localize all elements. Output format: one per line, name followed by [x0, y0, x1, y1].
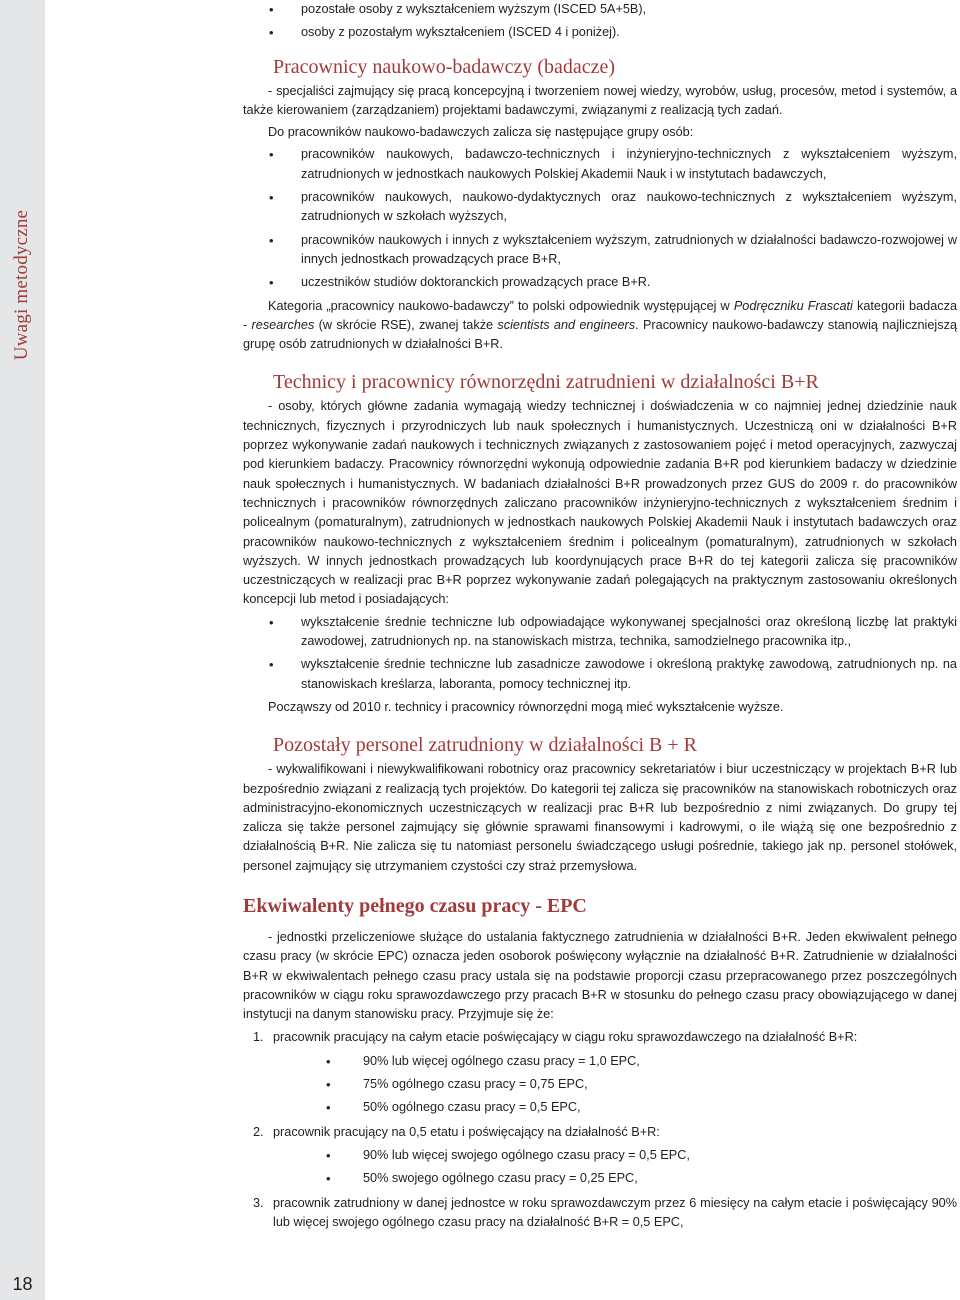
section-intro: Do pracowników naukowo-badawczych zalicza się następujące grupy osób: [268, 125, 694, 140]
section-heading-epc: Ekwiwalenty pełnego czasu pracy - EPC [243, 894, 587, 917]
sidebar [0, 0, 45, 1300]
list-item: • pracowników naukowych i innych z wykształceniem wyższym, zatrudnionych w działalności badawczo-rozwojowej w innych jednostkach prowadzących prace B+R, [269, 232, 957, 266]
section-heading-pozostaly: Pozostały personel zatrudniony w działalności B + R [273, 734, 697, 757]
bullet-icon: • [326, 1147, 331, 1163]
page-content [243, 0, 957, 1237]
sub-list [273, 1146, 957, 1189]
section-outro: Począwszy od 2010 r. technicy i pracownicy równorzędni mogą mieć wykształcenie wyższe. [268, 699, 784, 714]
list-item: • 75% ogólnego czasu pracy = 0,75 EPC, [273, 1075, 957, 1094]
list-item: 2. pracownik pracujący na 0,5 etatu i poświęcający na działalność B+R: • 90% lub więcej swojego ogólnego czasu pracy = 0,5 EPC, • 50% swojego ogólnego czasu pracy = 0,25 EPC, [243, 1123, 957, 1189]
section-definition: - wykwalifikowani i niewykwalifikowani robotnicy oraz pracownicy sekretariatów i biur uczestniczący w projektach B+R lub bezpośrednio związani z realizacją tych projektów. Do kategorii tej zalicza się pracowników na stanowiskach robotniczych oraz administracyjno-ekonomicznych uczestniczących w realizacji prac B+R lub bezpośrednio z nimi związanych. Do grupy tej zalicza się także personel zajmujący się głównie sprawami finansowymi i kadrowymi, o ile wiążą się one bezpośrednio z działalnością B+R. Nie zalicza się tu natomiast personelu świadczącego usługi pośrednie, takiego jak np. personel stołówek, personel zajmujący się utrzymaniem czystości czy straż przemysłowa. [243, 762, 957, 873]
bullet-icon: • [269, 25, 274, 41]
list-item: • 90% lub więcej ogólnego czasu pracy = 1,0 EPC, [273, 1052, 957, 1071]
list-item: • pozostałe osoby z wykształceniem wyższym (ISCED 5A+5B), [243, 0, 957, 19]
section-heading-technicy: Technicy i pracownicy równorzędni zatrudnieni w działalności B+R [273, 371, 819, 394]
list-item: • 90% lub więcej swojego ogólnego czasu pracy = 0,5 EPC, [273, 1146, 957, 1165]
list-item: • pracowników naukowych, naukowo-dydaktycznych oraz naukowo-technicznych z wykształceniem wyższym, zatrudnionych w szkołach wyższych, [269, 190, 957, 224]
list-item: • wykształcenie średnie techniczne lub odpowiadające wykonywanej specjalności oraz określoną liczbę lat praktyki zawodowej, zatrudnionych np. na stanowiskach mistrza, technika, samodzielnego pracownika itp., [269, 614, 957, 649]
bullet-icon: • [326, 1077, 331, 1093]
sidebar-title-wrap [2, 190, 42, 380]
sub-list [273, 1052, 957, 1118]
list-item: 1. pracownik pracujący na całym etacie poświęcający w ciągu roku sprawozdawczego na działalność B+R: • 90% lub więcej ogólnego czasu pracy = 1,0 EPC, • 75% ogólnego czasu pracy = 0,75 EPC, • 50% ogólnego czasu pracy = 0,5 EPC, [243, 1028, 957, 1117]
bullet-icon: • [326, 1171, 331, 1187]
list-item: • wykształcenie średnie techniczne lub zasadnicze zawodowe i określoną praktykę zawodową, zatrudnionych np. na stanowiskach kreślarza, laboranta, pomocy technicznej itp. [269, 657, 957, 691]
bullet-icon: • [269, 657, 274, 673]
list-item: 3. pracownik zatrudniony w danej jednostce w roku sprawozdawczym przez 6 miesięcy na całym etacie i poświęcający 90% lub więcej swojego ogólnego czasu pracy na działalność B+R = 0,5 EPC, [253, 1195, 957, 1229]
top-bullet-list [243, 0, 957, 43]
list-item: • osoby z pozostałym wykształceniem (ISCED 4 i poniżej). [243, 23, 957, 42]
technicians-bullet-list [243, 613, 957, 694]
bullet-icon: • [269, 190, 274, 206]
bullet-icon: • [269, 275, 274, 291]
bullet-icon: • [269, 147, 274, 163]
list-item: • 50% swojego ogólnego czasu pracy = 0,25 EPC, [273, 1169, 957, 1188]
bullet-icon: • [269, 2, 274, 17]
bullet-icon: • [326, 1100, 331, 1116]
bullet-icon: • [269, 232, 274, 248]
researchers-bullet-list [243, 145, 957, 292]
page-number: 18 [12, 1274, 33, 1294]
section-heading-badacze: Pracownicy naukowo-badawczy (badacze) [273, 55, 616, 78]
section-definition: - specjaliści zajmujący się pracą koncepcyjną i tworzeniem nowej wiedzy, wyrobów, usług, procesów, metod i systemów, a także kierowaniem (zarządzaniem) projektami badawczymi, związanymi z realizacją tych zadań. [243, 83, 957, 117]
list-item: • pracowników naukowych, badawczo-technicznych i inżynieryjno-technicznych z wykształceniem wyższym, zatrudnionych w jednostkach naukowych Polskiej Akademii Nauk i w instytutach badawczych, [269, 147, 957, 181]
bullet-icon: • [326, 1053, 331, 1069]
section-definition: - jednostki przeliczeniowe służące do ustalania faktycznego zatrudnienia w działalności B+R. Jeden ekwiwalent pełnego czasu pracy (w skrócie EPC) oznacza jeden osoborok poświęcony wyłącznie na działalność B+R. Zatrudnienie w działalności B+R w ekwiwalentach pełnego czasu pracy ustala się na podstawie proporcji czasu przepracowanego przez poszczególnych pracowników w ciągu roku sprawozdawczego przy pracach B+R w stosunku do pełnego czasu pracy obowiązującego w danej instytucji na danym stanowisku pracy. Przyjmuje się że: [243, 929, 957, 1022]
sidebar-title: Uwagi metodyczne [11, 209, 32, 361]
epc-rules-list [243, 1028, 957, 1232]
section-definition: - osoby, których główne zadania wymagają wiedzy technicznej i doświadczenia w co najmniej jednej dziedzinie nauk technicznych, fizycznych i przyrodniczych lub nauk społecznych i humanistycznych. Uczestniczą oni w działalności B+R poprzez wykonywanie zadań naukowych i technicznych związanych z zastosowaniem pojęć i metod operacyjnych, zazwyczaj pod kierunkiem badaczy. Pracownicy równorzędni wykonują odpowiednie zadania B+R pod kierunkiem badaczy w dziedzinie nauk społecznych i humanistycznych. W badaniach działalności B+R prowadzonych przez GUS do 2009 r. do pracowników technicznych i pracowników równorzędnych zaliczano pracowników inżynieryjno-technicznych z wykształceniem średnim i policealnym (pomaturalnym), zatrudnionych w jednostkach naukowych Polskiej Akademii Nauk i instytutach badawczych oraz pracowników naukowo-technicznych z wykształceniem średnim i policealnym (pomaturalnym), zatrudnionych w szkołach wyższych. W innych jednostkach prowadzących lub koordynujących prace B+R do tej kategorii zalicza się pracowników uczestniczących w realizacji prac B+R poprzez wykonywanie zadań polegających na praktycznym zastosowaniu określonych koncepcji lub metod i posiadających: [243, 399, 957, 607]
list-item: • 50% ogólnego czasu pracy = 0,5 EPC, [273, 1098, 957, 1117]
category-note: Kategoria „pracownicy naukowo-badawczy” to polski odpowiednik występującej w Podręczniku Frascati kategorii badacza - researches (w skrócie RSE), zwanej także scientists and engineers. Pracownicy naukowo-badawczy stanowią najliczniejszą grupę osób zatrudnionych w działalności B+R. [243, 298, 958, 352]
bullet-icon: • [269, 614, 274, 630]
list-item: • uczestników studiów doktoranckich prowadzących prace B+R. [243, 273, 957, 292]
